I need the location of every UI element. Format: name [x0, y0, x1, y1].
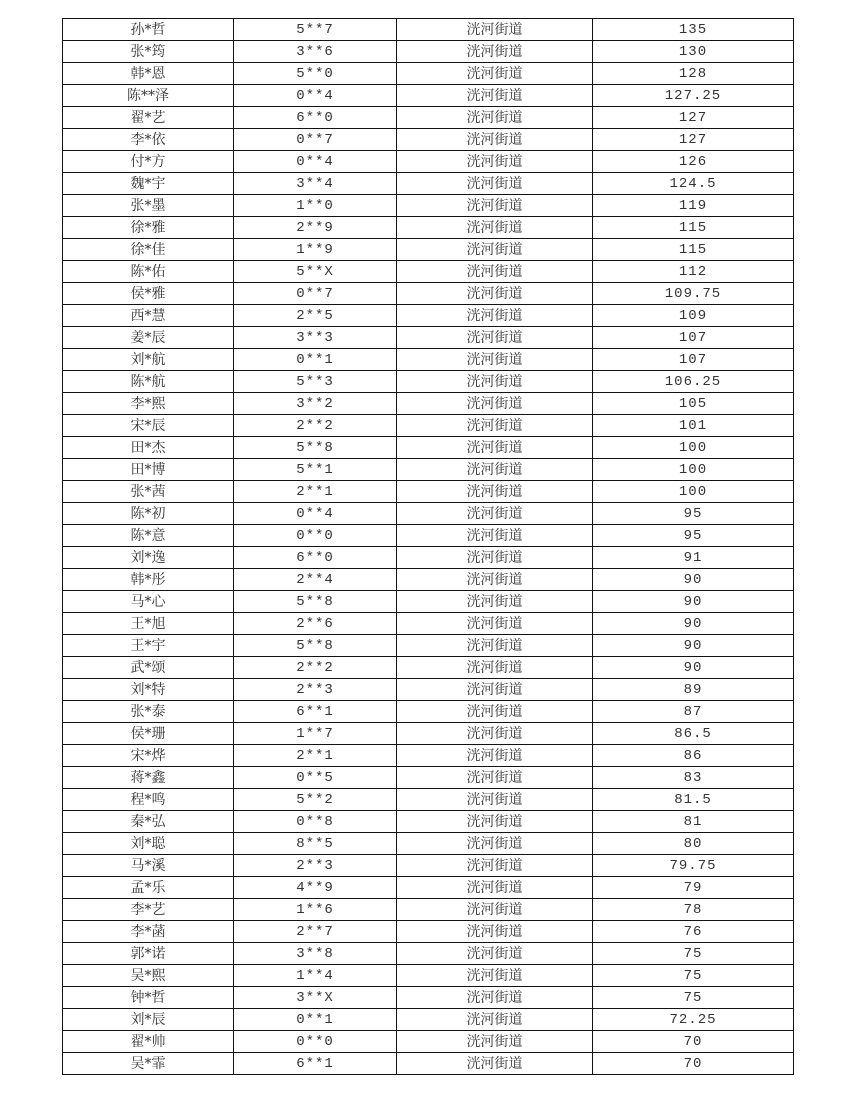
table-row — [63, 679, 794, 701]
street-cell: 洸河街道 — [397, 217, 593, 239]
id-cell: 2**3 — [234, 679, 397, 701]
id-cell: 1**0 — [234, 195, 397, 217]
table-row — [63, 833, 794, 855]
roster-table — [62, 18, 794, 1075]
name-cell: 武*颂 — [63, 657, 234, 679]
table-row — [63, 723, 794, 745]
name-cell: 马*心 — [63, 591, 234, 613]
table-row — [63, 173, 794, 195]
table-row — [63, 591, 794, 613]
street-cell: 洸河街道 — [397, 701, 593, 723]
street-cell: 洸河街道 — [397, 833, 593, 855]
name-cell: 姜*辰 — [63, 327, 234, 349]
id-cell: 6**0 — [234, 547, 397, 569]
table-row — [63, 459, 794, 481]
street-cell: 洸河街道 — [397, 239, 593, 261]
roster-body — [63, 19, 794, 1075]
score-cell: 79 — [593, 877, 794, 899]
id-cell: 0**1 — [234, 349, 397, 371]
name-cell: 张*墨 — [63, 195, 234, 217]
table-row — [63, 349, 794, 371]
table-row — [63, 283, 794, 305]
table-row — [63, 547, 794, 569]
score-cell: 90 — [593, 635, 794, 657]
id-cell: 2**6 — [234, 613, 397, 635]
table-row — [63, 151, 794, 173]
id-cell: 1**6 — [234, 899, 397, 921]
name-cell: 刘*聪 — [63, 833, 234, 855]
name-cell: 侯*雅 — [63, 283, 234, 305]
table-row — [63, 569, 794, 591]
score-cell: 135 — [593, 19, 794, 41]
street-cell: 洸河街道 — [397, 943, 593, 965]
name-cell: 陈*初 — [63, 503, 234, 525]
table-row — [63, 1031, 794, 1053]
street-cell: 洸河街道 — [397, 503, 593, 525]
street-cell: 洸河街道 — [397, 1009, 593, 1031]
name-cell: 刘*特 — [63, 679, 234, 701]
id-cell: 5**8 — [234, 437, 397, 459]
score-cell: 76 — [593, 921, 794, 943]
score-cell: 107 — [593, 327, 794, 349]
id-cell: 3**8 — [234, 943, 397, 965]
street-cell: 洸河街道 — [397, 877, 593, 899]
id-cell: 2**2 — [234, 415, 397, 437]
table-row — [63, 63, 794, 85]
street-cell: 洸河街道 — [397, 107, 593, 129]
id-cell: 0**0 — [234, 1031, 397, 1053]
street-cell: 洸河街道 — [397, 591, 593, 613]
score-cell: 83 — [593, 767, 794, 789]
table-row — [63, 657, 794, 679]
score-cell: 112 — [593, 261, 794, 283]
table-row — [63, 327, 794, 349]
street-cell: 洸河街道 — [397, 63, 593, 85]
name-cell: 田*博 — [63, 459, 234, 481]
name-cell: 韩*恩 — [63, 63, 234, 85]
score-cell: 127.25 — [593, 85, 794, 107]
score-cell: 75 — [593, 943, 794, 965]
id-cell: 5**8 — [234, 591, 397, 613]
table-row — [63, 393, 794, 415]
table-row — [63, 789, 794, 811]
street-cell: 洸河街道 — [397, 305, 593, 327]
table-row — [63, 943, 794, 965]
table-row — [63, 987, 794, 1009]
table-row — [63, 371, 794, 393]
table-row — [63, 701, 794, 723]
table-row — [63, 481, 794, 503]
street-cell: 洸河街道 — [397, 987, 593, 1009]
score-cell: 90 — [593, 657, 794, 679]
id-cell: 5**X — [234, 261, 397, 283]
street-cell: 洸河街道 — [397, 767, 593, 789]
table-row — [63, 921, 794, 943]
id-cell: 2**1 — [234, 745, 397, 767]
street-cell: 洸河街道 — [397, 635, 593, 657]
street-cell: 洸河街道 — [397, 283, 593, 305]
id-cell: 1**7 — [234, 723, 397, 745]
table-row — [63, 525, 794, 547]
id-cell: 6**0 — [234, 107, 397, 129]
table-row — [63, 239, 794, 261]
table-row — [63, 41, 794, 63]
score-cell: 80 — [593, 833, 794, 855]
street-cell: 洸河街道 — [397, 921, 593, 943]
id-cell: 5**8 — [234, 635, 397, 657]
street-cell: 洸河街道 — [397, 393, 593, 415]
id-cell: 2**7 — [234, 921, 397, 943]
id-cell: 1**4 — [234, 965, 397, 987]
score-cell: 72.25 — [593, 1009, 794, 1031]
name-cell: 陈*佑 — [63, 261, 234, 283]
id-cell: 0**4 — [234, 503, 397, 525]
name-cell: 孙*哲 — [63, 19, 234, 41]
table-row — [63, 437, 794, 459]
table-row — [63, 415, 794, 437]
id-cell: 3**6 — [234, 41, 397, 63]
id-cell: 5**7 — [234, 19, 397, 41]
score-cell: 89 — [593, 679, 794, 701]
street-cell: 洸河街道 — [397, 1031, 593, 1053]
table-row — [63, 855, 794, 877]
street-cell: 洸河街道 — [397, 459, 593, 481]
table-row — [63, 503, 794, 525]
id-cell: 0**4 — [234, 85, 397, 107]
table-row — [63, 261, 794, 283]
name-cell: 张*茜 — [63, 481, 234, 503]
score-cell: 127 — [593, 107, 794, 129]
street-cell: 洸河街道 — [397, 415, 593, 437]
id-cell: 4**9 — [234, 877, 397, 899]
street-cell: 洸河街道 — [397, 613, 593, 635]
street-cell: 洸河街道 — [397, 151, 593, 173]
score-cell: 105 — [593, 393, 794, 415]
score-cell: 95 — [593, 525, 794, 547]
name-cell: 王*宇 — [63, 635, 234, 657]
id-cell: 5**0 — [234, 63, 397, 85]
street-cell: 洸河街道 — [397, 657, 593, 679]
name-cell: 吴*霏 — [63, 1053, 234, 1075]
score-cell: 130 — [593, 41, 794, 63]
table-row — [63, 195, 794, 217]
id-cell: 2**2 — [234, 657, 397, 679]
score-cell: 109.75 — [593, 283, 794, 305]
score-cell: 126 — [593, 151, 794, 173]
name-cell: 西*慧 — [63, 305, 234, 327]
id-cell: 6**1 — [234, 1053, 397, 1075]
name-cell: 程*鸣 — [63, 789, 234, 811]
name-cell: 张*筠 — [63, 41, 234, 63]
id-cell: 3**3 — [234, 327, 397, 349]
score-cell: 106.25 — [593, 371, 794, 393]
id-cell: 1**9 — [234, 239, 397, 261]
score-cell: 128 — [593, 63, 794, 85]
street-cell: 洸河街道 — [397, 85, 593, 107]
name-cell: 宋*辰 — [63, 415, 234, 437]
id-cell: 0**8 — [234, 811, 397, 833]
name-cell: 翟*帅 — [63, 1031, 234, 1053]
score-cell: 119 — [593, 195, 794, 217]
id-cell: 0**7 — [234, 129, 397, 151]
street-cell: 洸河街道 — [397, 899, 593, 921]
score-cell: 100 — [593, 459, 794, 481]
street-cell: 洸河街道 — [397, 855, 593, 877]
id-cell: 2**1 — [234, 481, 397, 503]
score-cell: 115 — [593, 239, 794, 261]
id-cell: 2**4 — [234, 569, 397, 591]
table-row — [63, 745, 794, 767]
street-cell: 洸河街道 — [397, 1053, 593, 1075]
street-cell: 洸河街道 — [397, 437, 593, 459]
table-row — [63, 635, 794, 657]
name-cell: 陈*航 — [63, 371, 234, 393]
id-cell: 3**4 — [234, 173, 397, 195]
name-cell: 马*溪 — [63, 855, 234, 877]
street-cell: 洸河街道 — [397, 811, 593, 833]
table-row — [63, 19, 794, 41]
score-cell: 90 — [593, 591, 794, 613]
name-cell: 陈*意 — [63, 525, 234, 547]
id-cell: 0**0 — [234, 525, 397, 547]
id-cell: 8**5 — [234, 833, 397, 855]
score-cell: 86 — [593, 745, 794, 767]
name-cell: 田*杰 — [63, 437, 234, 459]
name-cell: 李*菡 — [63, 921, 234, 943]
score-cell: 70 — [593, 1053, 794, 1075]
table-row — [63, 1009, 794, 1031]
id-cell: 0**1 — [234, 1009, 397, 1031]
score-cell: 91 — [593, 547, 794, 569]
score-cell: 79.75 — [593, 855, 794, 877]
id-cell: 0**5 — [234, 767, 397, 789]
name-cell: 吴*熙 — [63, 965, 234, 987]
table-row — [63, 107, 794, 129]
table-row — [63, 767, 794, 789]
name-cell: 陈**泽 — [63, 85, 234, 107]
id-cell: 3**2 — [234, 393, 397, 415]
street-cell: 洸河街道 — [397, 195, 593, 217]
id-cell: 5**1 — [234, 459, 397, 481]
score-cell: 75 — [593, 987, 794, 1009]
id-cell: 0**4 — [234, 151, 397, 173]
name-cell: 钟*哲 — [63, 987, 234, 1009]
table-row — [63, 85, 794, 107]
score-cell: 87 — [593, 701, 794, 723]
id-cell: 2**5 — [234, 305, 397, 327]
score-cell: 90 — [593, 569, 794, 591]
score-cell: 124.5 — [593, 173, 794, 195]
street-cell: 洸河街道 — [397, 327, 593, 349]
street-cell: 洸河街道 — [397, 679, 593, 701]
score-cell: 78 — [593, 899, 794, 921]
score-cell: 81.5 — [593, 789, 794, 811]
score-cell: 81 — [593, 811, 794, 833]
street-cell: 洸河街道 — [397, 371, 593, 393]
score-cell: 75 — [593, 965, 794, 987]
score-cell: 90 — [593, 613, 794, 635]
name-cell: 郭*诺 — [63, 943, 234, 965]
name-cell: 付*方 — [63, 151, 234, 173]
id-cell: 6**1 — [234, 701, 397, 723]
table-row — [63, 129, 794, 151]
name-cell: 侯*珊 — [63, 723, 234, 745]
street-cell: 洸河街道 — [397, 745, 593, 767]
id-cell: 5**3 — [234, 371, 397, 393]
street-cell: 洸河街道 — [397, 525, 593, 547]
score-cell: 109 — [593, 305, 794, 327]
name-cell: 徐*佳 — [63, 239, 234, 261]
name-cell: 刘*辰 — [63, 1009, 234, 1031]
name-cell: 张*泰 — [63, 701, 234, 723]
score-cell: 107 — [593, 349, 794, 371]
name-cell: 翟*艺 — [63, 107, 234, 129]
table-row — [63, 877, 794, 899]
score-cell: 115 — [593, 217, 794, 239]
name-cell: 秦*弘 — [63, 811, 234, 833]
street-cell: 洸河街道 — [397, 569, 593, 591]
table-row — [63, 305, 794, 327]
name-cell: 刘*逸 — [63, 547, 234, 569]
street-cell: 洸河街道 — [397, 481, 593, 503]
score-cell: 127 — [593, 129, 794, 151]
name-cell: 孟*乐 — [63, 877, 234, 899]
id-cell: 3**X — [234, 987, 397, 1009]
name-cell: 宋*烨 — [63, 745, 234, 767]
table-row — [63, 811, 794, 833]
name-cell: 蒋*鑫 — [63, 767, 234, 789]
table-row — [63, 965, 794, 987]
street-cell: 洸河街道 — [397, 261, 593, 283]
id-cell: 0**7 — [234, 283, 397, 305]
street-cell: 洸河街道 — [397, 129, 593, 151]
street-cell: 洸河街道 — [397, 789, 593, 811]
score-cell: 70 — [593, 1031, 794, 1053]
score-cell: 101 — [593, 415, 794, 437]
name-cell: 魏*宇 — [63, 173, 234, 195]
street-cell: 洸河街道 — [397, 547, 593, 569]
id-cell: 2**9 — [234, 217, 397, 239]
score-cell: 86.5 — [593, 723, 794, 745]
name-cell: 王*旭 — [63, 613, 234, 635]
score-cell: 100 — [593, 437, 794, 459]
name-cell: 刘*航 — [63, 349, 234, 371]
table-row — [63, 899, 794, 921]
street-cell: 洸河街道 — [397, 349, 593, 371]
name-cell: 韩*彤 — [63, 569, 234, 591]
table-row — [63, 613, 794, 635]
street-cell: 洸河街道 — [397, 41, 593, 63]
name-cell: 李*熙 — [63, 393, 234, 415]
score-cell: 95 — [593, 503, 794, 525]
score-cell: 100 — [593, 481, 794, 503]
street-cell: 洸河街道 — [397, 173, 593, 195]
name-cell: 徐*雅 — [63, 217, 234, 239]
street-cell: 洸河街道 — [397, 965, 593, 987]
name-cell: 李*依 — [63, 129, 234, 151]
id-cell: 2**3 — [234, 855, 397, 877]
street-cell: 洸河街道 — [397, 19, 593, 41]
id-cell: 5**2 — [234, 789, 397, 811]
table-row — [63, 217, 794, 239]
street-cell: 洸河街道 — [397, 723, 593, 745]
name-cell: 李*艺 — [63, 899, 234, 921]
table-row — [63, 1053, 794, 1075]
